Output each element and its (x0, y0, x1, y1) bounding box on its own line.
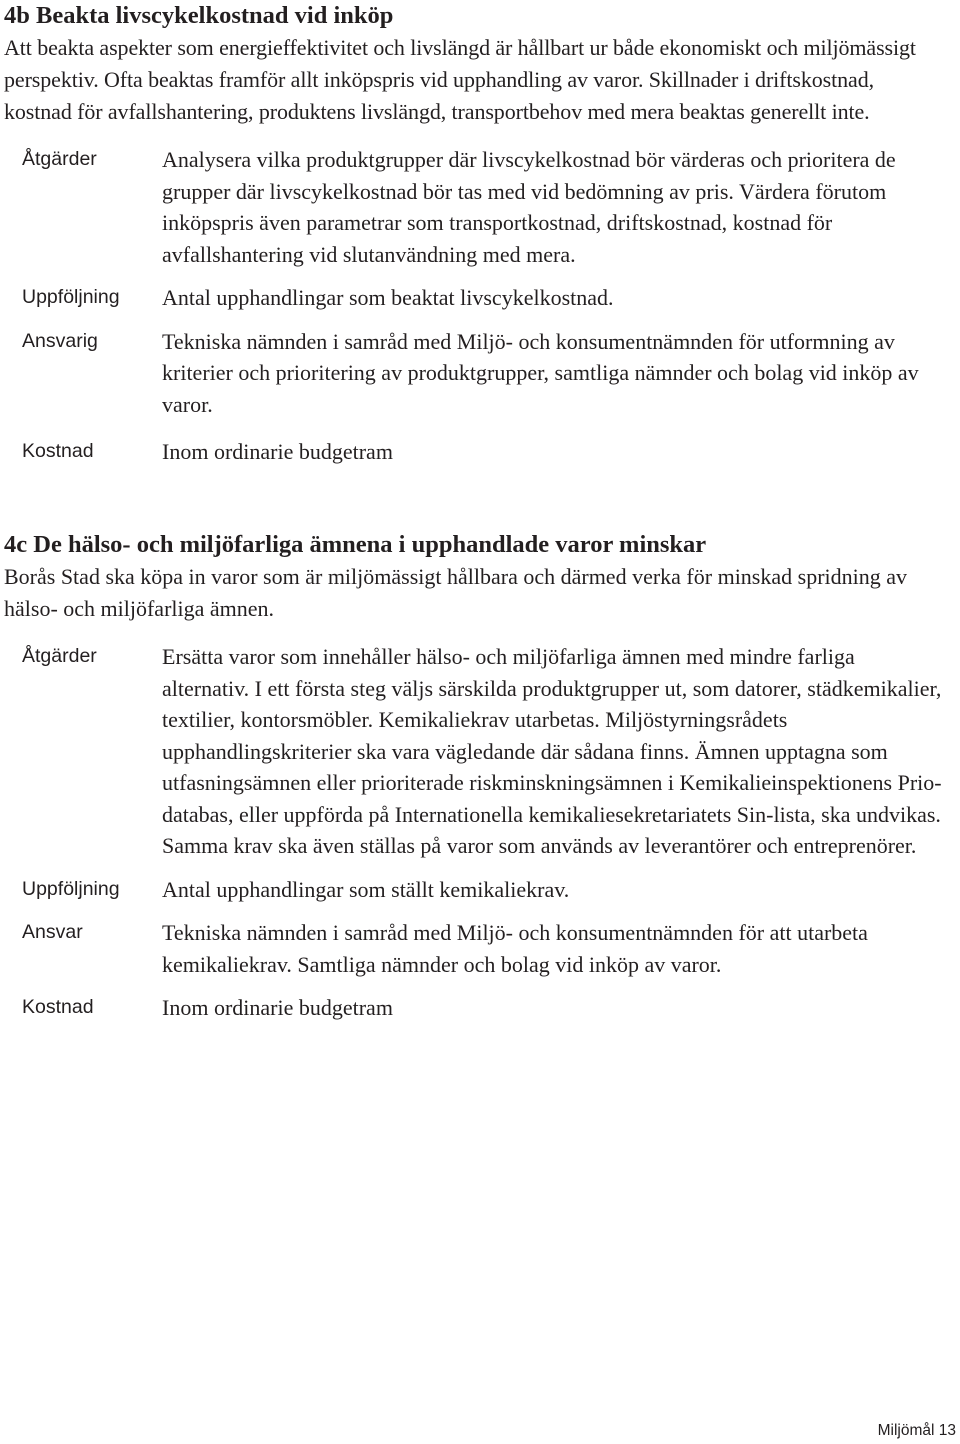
field-label-uppfoljning: Uppföljning (22, 286, 120, 308)
field-label-atgarder: Åtgärder (22, 148, 97, 170)
field-value-atgarder: Analysera vilka produktgrupper där livscykelkostnad bör värderas och prioritera de grupper där livscykelkostnad bör tas med vid bedömning av pris. Värdera förutom inköpspris även parametrar som transportkostnad, driftskostnad, kostnad för avfallshantering vid slutanvändning med mera. (162, 147, 896, 267)
field-label-ansvar: Ansvar (22, 921, 83, 943)
section-4c (4, 529, 944, 1036)
field-label-kostnad: Kostnad (22, 996, 94, 1018)
field-label-atgarder: Åtgärder (22, 645, 97, 667)
field-row-uppfoljning (4, 282, 944, 314)
field-label-uppfoljning: Uppföljning (22, 877, 120, 900)
field-row-kostnad (4, 992, 944, 1024)
section-4b (4, 0, 944, 480)
section-heading: 4b Beakta livscykelkostnad vid inköp (4, 2, 394, 29)
field-row-ansvarig (4, 326, 944, 421)
page-footer-label: Miljömål 13 (877, 1422, 956, 1439)
field-value-kostnad: Inom ordinarie budgetram (162, 995, 393, 1020)
field-label-kostnad: Kostnad (22, 440, 94, 462)
field-row-atgarder (4, 641, 944, 862)
field-row-ansvar (4, 917, 944, 980)
field-label-ansvarig: Ansvarig (22, 329, 98, 352)
field-value-ansvar: Tekniska nämnden i samråd med Miljö- och konsumentnämnden för att utarbeta kemikaliekrav. Samtliga nämnder och bolag vid inköp av varor. (162, 920, 868, 977)
field-row-kostnad (4, 436, 944, 468)
field-row-uppfoljning (4, 874, 944, 906)
field-value-atgarder: Ersätta varor som innehåller hälso- och miljöfarliga ämnen med mindre farliga alternativ. I ett första steg väljs särskilda produktgrupper ut, som datorer, städkemikalier, textilier, kontorsmöbler. Kemikaliekrav utarbetas. Miljöstyrningsrådets upphandlingskriterier ska vara vägledande där sådana finns. Ämnen upptagna som utfasningsämnen eller prioriterade riskminskningsämnen i Kemikalieinspektionens Prio-databas, eller uppförda på Internationella kemikaliesekretariatets Sin-lista, ska undvikas. Samma krav ska även ställas på varor som används av leverantörer och entreprenörer. (162, 644, 942, 858)
field-value-ansvarig: Tekniska nämnden i samråd med Miljö- och konsumentnämnden för utformning av kriterier och prioritering av produktgrupper, samtliga nämnder och bolag vid inköp av varor. (162, 328, 919, 417)
field-row-atgarder (4, 144, 944, 270)
field-list (4, 144, 944, 468)
field-value-uppfoljning: Antal upphandlingar som beaktat livscykelkostnad. (162, 285, 614, 310)
section-intro: Att beakta aspekter som energieffektivitet och livslängd är hållbart ur både ekonomiskt och miljömässigt perspektiv. Ofta beaktas framför allt inköpspris vid upphandling av varor. Skillnader i driftskostnad, kostnad för avfallshantering, produktens livslängd, transportbehov med mera beaktas generellt inte. (4, 35, 916, 124)
field-value-uppfoljning: Antal upphandlingar som ställt kemikaliekrav. (162, 876, 570, 902)
section-intro: Borås Stad ska köpa in varor som är miljömässigt hållbara och därmed verka för minskad spridning av hälso- och miljöfarliga ämnen. (4, 564, 908, 621)
field-list (4, 641, 944, 1024)
section-heading: 4c De hälso- och miljöfarliga ämnena i upphandlade varor minskar (4, 531, 707, 558)
field-value-kostnad: Inom ordinarie budgetram (162, 439, 393, 464)
